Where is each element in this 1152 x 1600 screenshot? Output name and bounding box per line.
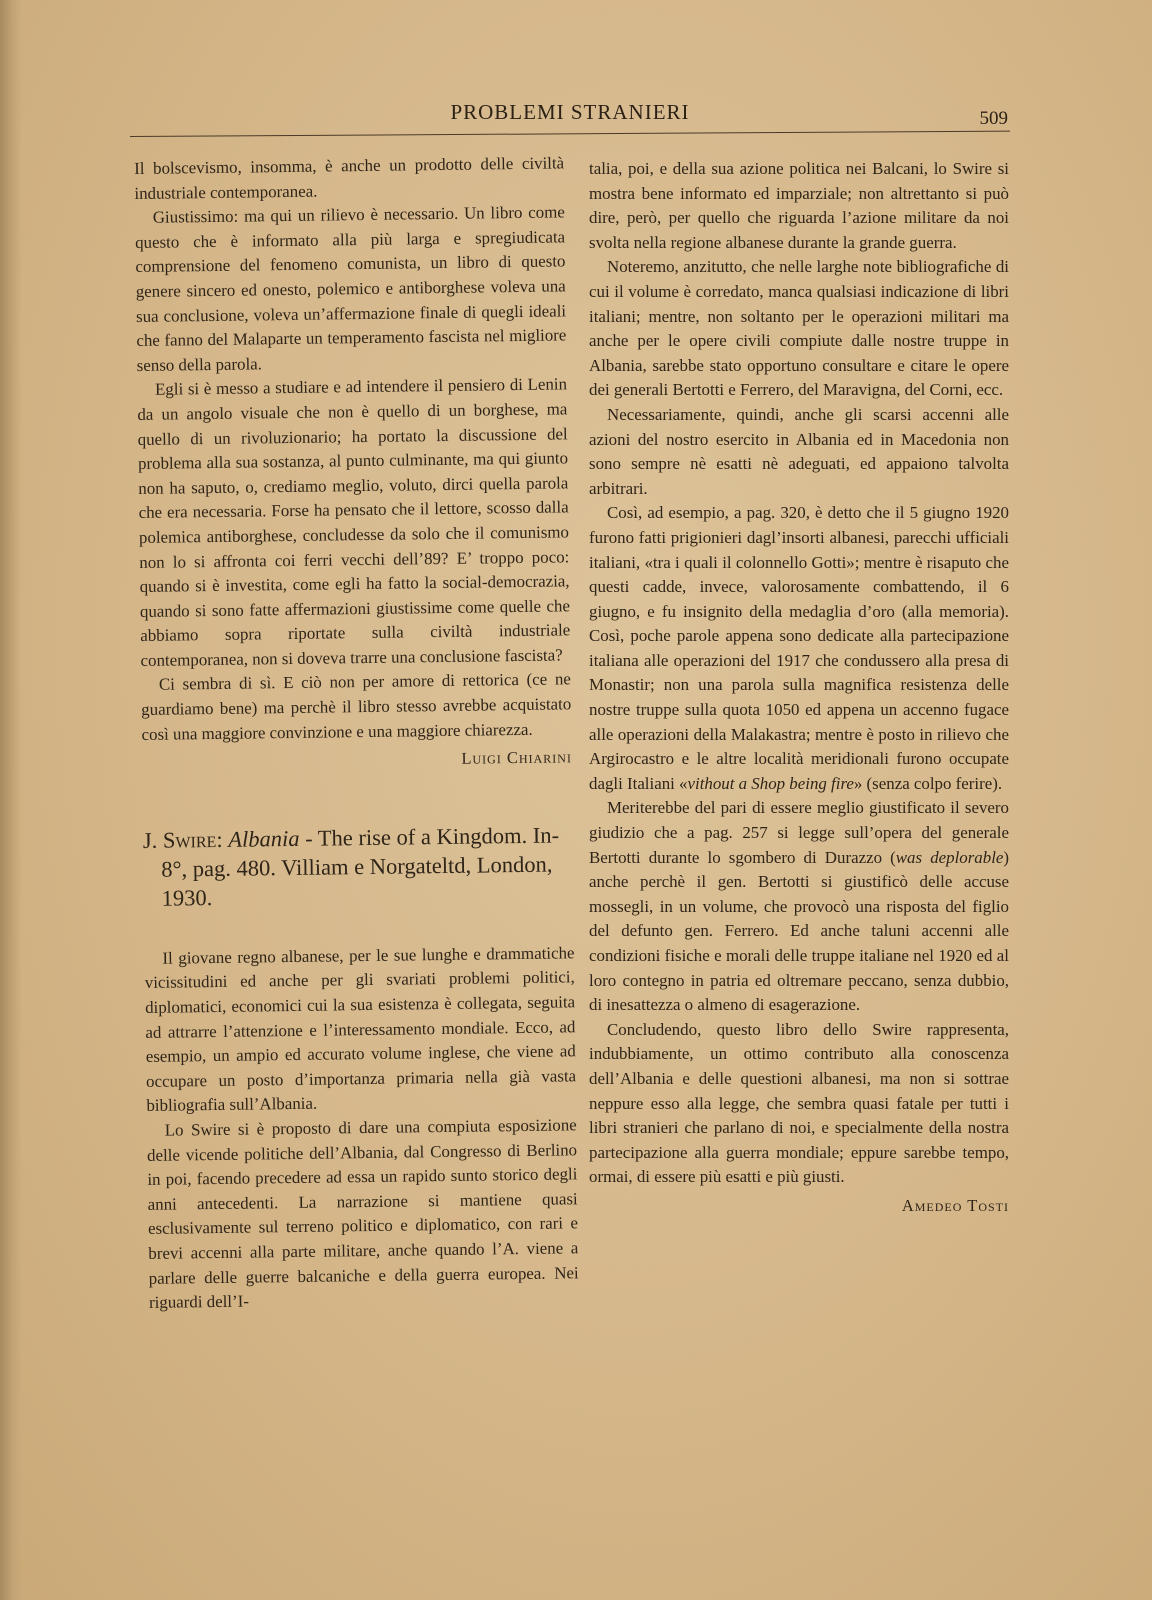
header-rule [130, 131, 1010, 137]
left-column [134, 151, 579, 1315]
paragraph: Il bolscevismo, insomma, è anche un prodotto delle civiltà industriale contemporanea. [134, 153, 565, 203]
paragraph-text: » (senza colpo ferire). [853, 773, 1003, 793]
paragraph: Concludendo, questo libro dello Swire rappresenta, indubbiamente, un ottimo contributo alla conoscenza dell’Albania e delle questioni albanesi, ma non si sottrae neppure esso alla legge, che sembra quasi fatale per tutti i libri stranieri che parlano di noi, e specialmente della nostra partecipazione alla guerra mondiale; eppure sarebbe tempo, ormai, di essere più esatti e più giusti. [589, 1019, 1009, 1187]
paragraph-text: ) anche perchè il gen. Bertotti si giustificò delle accuse mossegli, in un volume, che provocò una risposta del figlio del defunto gen. Ferrero. Ed anche taluni accenni alle condizioni fisiche e morali delle truppe italiane nel 1920 ed al loro contegno in patria ed oltremare peccano, senza dubbio, di inesattezza o almeno di esagerazione. [589, 847, 1010, 1015]
running-title: PROBLEMI STRANIERI [450, 100, 690, 124]
paragraph: Egli si è messo a studiare e ad intendere il pensiero di Lenin da un angolo visuale che non è quello di un borghese, ma quello di un rivoluzionario; ha portato la discussione del problema alla sua sostanza, al punto culminante, ma qui giunto non ha saputo, o, crediamo meglio, voluto, dirci quella parola che era necessaria. Forse ha pensato che il lettore, scosso dalla polemica antiborghese, concludesse da solo che il comunismo non lo si affronta coi ferri vecchi dell’89? E’ troppo poco: quando si è investita, come egli ha fatto la social-democrazia, quando si sono fatte affermazioni giustissime come quelle che abbiamo sopra riportate sulla civiltà industriale contemporanea, non si doveva trarre una conclusione fascista? [137, 374, 571, 670]
paragraph: Il giovane regno albanese, per le sue lunghe e drammatiche vicissitudini ed anche per gli svariati problemi politici, diplomatici, economici cui la sua esistenza è collegata, seguita ad attrarre l’attenzione e l’interessamento mondiale. Ecco, ad esempio, un ampio ed accurato volume inglese, che viene ad occupare un posto d’importanza primaria nella già vasta bibliografia sull’Albania. [144, 943, 577, 1116]
review-author: J. Swire [142, 826, 217, 853]
paragraph: Noteremo, anzitutto, che nelle larghe note bibliografiche di cui il volume è corredato, manca qualsiasi indicazione di libri italiani; mentre, non soltanto per le operazioni militari ma anche per le opere civili compiute dalle nostre truppe in Albania, sarebbe stato opportuno consultare e citare le opere dei generali Bertotti e Ferrero, del Maravigna, del Corni, ecc. [589, 257, 1009, 400]
paragraph: Ci sembra di sì. E ciò non per amore di rettorica (ce ne guardiamo bene) ma perchè il libro stesso avrebbe acquistato così una maggiore convinzione e una maggiore chiarezza. [141, 669, 572, 744]
review-book-details: - The rise of a Kingdom. In-8°, pag. 480. Villiam e Norgateltd, London, 1930. [161, 822, 560, 911]
paragraph: Giustissimo: ma qui un rilievo è necessario. Un libro come questo che è informato alla più larga e spregiudicata comprensione del fenomeno comunista, un libro di questo genere sincero ed onesto, polemico e antiborghese voleva una sua conclusione, voleva un’affermazione finale di quegli ideali che fanno del Malaparte un temperamento fascista nel migliore senso della parola. [134, 202, 567, 375]
paragraph-text: Meriterebbe del pari di essere meglio giustificato il severo giudizio che a pag. 257 si legge sull’opera del generale Bertotti durante lo sgombero di Durazzo ( [589, 798, 1009, 867]
page-header [130, 100, 1010, 140]
english-quote: was deplorable [895, 847, 1004, 867]
review-heading [143, 820, 574, 913]
right-column [589, 157, 1009, 1219]
author-signature: Amedeo Tosti [901, 1195, 1009, 1215]
paragraph: Lo Swire si è proposto di dare una compiuta esposizione delle vicende politiche dell’Albania, dal Congresso di Berlino in poi, facendo precedere ad essa un rapido sunto storico degli anni antecedenti. La narrazione si mantiene quasi esclusivamente sul terreno politico e diplomatico, con rari e brevi accenni alla parte militare, anche quando l’A. viene a parlare delle guerre balcaniche e della guerra europea. Nei riguardi dell’I- [146, 1115, 579, 1313]
paragraph: talia, poi, e della sua azione politica nei Balcani, lo Swire si mostra bene informato ed imparziale; non altrettanto si può dire, però, per quello che riguarda l’azione militare da noi svolta nella regione albanese durante la grande guerra. [589, 159, 1009, 252]
review-separator: : [216, 826, 229, 852]
paragraph [589, 796, 1009, 1017]
english-quote: vithout a Shop being fire [687, 773, 854, 793]
paragraph: Necessariamente, quindi, anche gli scarsi accenni alle azioni del nostro esercito in Albania ed in Macedonia non sono sempre nè esatti nè adeguati, ed appaiono talvolta arbitrari. [589, 404, 1009, 498]
page-binding-edge [0, 0, 22, 1600]
author-signature: Luigi Chiarini [461, 747, 573, 769]
paragraph-text: Così, ad esempio, a pag. 320, è detto che il 5 giugno 1920 furono fatti prigionieri dagl’insorti albanesi, parecchi ufficiali italiani, «tra i quali il colonnello Gotti»; mentre è risaputo che questi cadde, invece, valorosamente combattendo, il 6 giugno, e fu insignito della medaglia d’oro (alla memoria). Così, poche parole appena sono dedicate alla partecipazione italiana alle operazioni del 1917 che condussero alla presa di Monastir; non una parola sulla magnifica resistenza delle nostre truppe sulla quota 1050 ed appena un accenno fugace alle operazioni della Malakastra; mentre è posto in rilievo che Argirocastro e le altre località meridionali furono occupate dagli Italiani « [589, 503, 1009, 793]
review-book-title: Albania [228, 825, 300, 852]
page-number: 509 [979, 108, 1008, 129]
paragraph [589, 501, 1009, 796]
